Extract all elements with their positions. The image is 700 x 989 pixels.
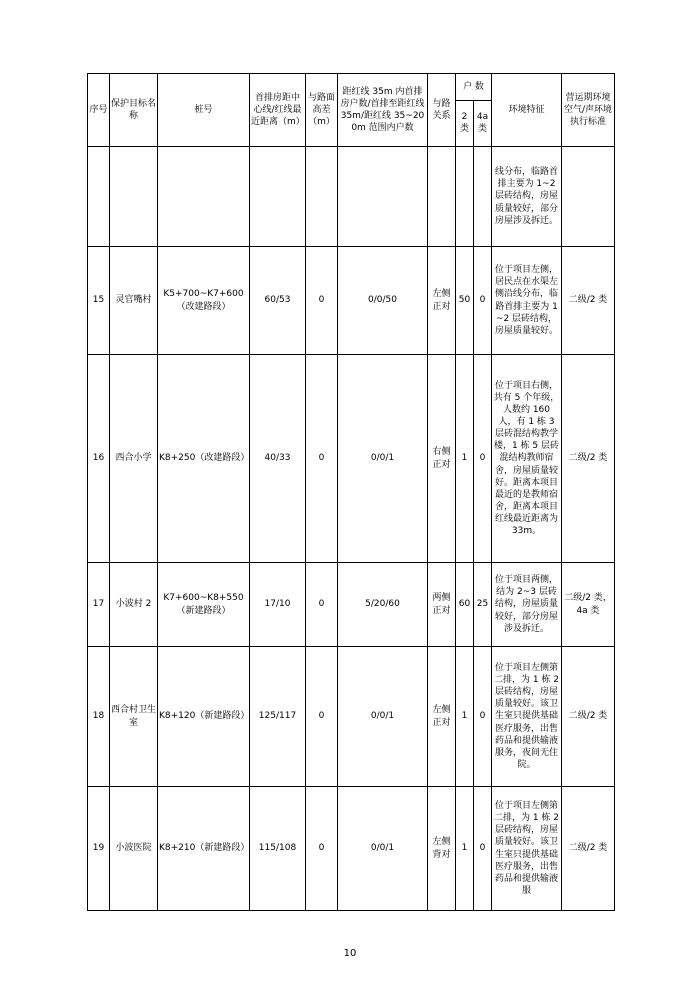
cell-households-2: 60 (456, 563, 474, 647)
cell-households-2: 50 (456, 247, 474, 355)
cell-height-diff: 0 (306, 247, 338, 355)
cell-stake: K8+210（新建路段） (158, 787, 250, 911)
cell-target-name: 小波村 2 (110, 563, 158, 647)
cell-road-relation (428, 147, 456, 247)
cell-target-name: 小波医院 (110, 787, 158, 911)
cell-households-4a: 0 (474, 355, 492, 563)
table-row (88, 147, 615, 247)
cell-households-2: 1 (456, 647, 474, 787)
header-stake: 桩号 (158, 74, 250, 147)
cell-households-4a: 0 (474, 787, 492, 911)
cell-standard: 二级/2 类 (562, 247, 615, 355)
header-households-2: 2 类 (456, 100, 474, 146)
table-row (88, 647, 615, 787)
cell-road-relation: 左侧背对 (428, 787, 456, 911)
cell-height-diff: 0 (306, 563, 338, 647)
cell-households-4a (474, 147, 492, 247)
cell-distance: 60/53 (250, 247, 306, 355)
cell-height-diff: 0 (306, 355, 338, 563)
cell-target-name: 西合村卫生室 (110, 647, 158, 787)
cell-height-diff: 0 (306, 787, 338, 911)
cell-no: 15 (88, 247, 110, 355)
header-standard: 营运期环境空气/声环境执行标准 (562, 74, 615, 147)
table-header-row (88, 74, 615, 101)
cell-distance: 115/108 (250, 787, 306, 911)
cell-stake (158, 147, 250, 247)
cell-target-name (110, 147, 158, 247)
cell-stake: K5+700~K7+600（改建路段） (158, 247, 250, 355)
cell-stake: K8+120（新建路段） (158, 647, 250, 787)
cell-stake: K7+600~K8+550（新建路段） (158, 563, 250, 647)
header-height-diff: 与路面高差（m） (306, 74, 338, 147)
cell-stake: K8+250（改建路段） (158, 355, 250, 563)
cell-no: 16 (88, 355, 110, 563)
cell-no: 17 (88, 563, 110, 647)
protection-targets-table-wrapper (87, 73, 614, 911)
cell-distance (250, 147, 306, 247)
header-target-name: 保护目标名称 (110, 74, 158, 147)
cell-households-detail (338, 147, 428, 247)
cell-height-diff (306, 147, 338, 247)
header-no: 序号 (88, 74, 110, 147)
cell-distance: 125/117 (250, 647, 306, 787)
cell-environment-feature: 位于项目右侧，共有 5 个年级，人数约 160 人，有 1 栋 3 层砖混结构教学楼，1 栋 5 层砖混结构教师宿舍，房屋质量较好。距离本项目最近的是教师宿舍，距离本项目红线最近距离为 33m。 (492, 355, 562, 563)
cell-distance: 40/33 (250, 355, 306, 563)
cell-target-name: 西合小学 (110, 355, 158, 563)
cell-standard: 二级/2 类 (562, 355, 615, 563)
table-row (88, 563, 615, 647)
header-households-4a: 4a 类 (474, 100, 492, 146)
cell-standard (562, 147, 615, 247)
cell-standard: 二级/2 类 (562, 787, 615, 911)
cell-standard: 二级/2 类 (562, 647, 615, 787)
cell-road-relation: 左侧正对 (428, 247, 456, 355)
cell-target-name: 灵官嘴村 (110, 247, 158, 355)
cell-standard: 二级/2 类，4a 类 (562, 563, 615, 647)
header-households-group: 户 数 (456, 74, 492, 101)
cell-no (88, 147, 110, 247)
cell-environment-feature: 位于项目左侧第二排，为 1 栋 2 层砖结构，房屋质量较好。该卫生室只提供基础医疗服务，出售药品和提供输液服务，夜间无住院。 (492, 647, 562, 787)
cell-households-detail: 0/0/1 (338, 647, 428, 787)
table-row (88, 787, 615, 911)
cell-households-4a: 0 (474, 247, 492, 355)
header-environment-feature: 环境特征 (492, 74, 562, 147)
page-number: 10 (343, 948, 357, 959)
header-households-detail: 距红线 35m 内首排房户数/首排至距红线 35m/距红线 35~200m 范围内户数 (338, 74, 428, 147)
cell-road-relation: 两侧正对 (428, 563, 456, 647)
cell-environment-feature: 位于项目左侧，居民点在水渠左侧沿线分布，临路首排主要为 1~2 层砖结构，房屋质量较好。 (492, 247, 562, 355)
cell-environment-feature: 线分布，临路首排主要为 1~2 层砖结构，房屋质量较好，部分房屋涉及拆迁。 (492, 147, 562, 247)
cell-distance: 17/10 (250, 563, 306, 647)
cell-environment-feature: 位于项目两侧，结为 2~3 层砖结构，房屋质量较好，部分房屋涉及拆迁。 (492, 563, 562, 647)
cell-households-detail: 0/0/1 (338, 355, 428, 563)
cell-no: 18 (88, 647, 110, 787)
cell-height-diff: 0 (306, 647, 338, 787)
cell-road-relation: 右侧正对 (428, 355, 456, 563)
table-row (88, 355, 615, 563)
cell-no: 19 (88, 787, 110, 911)
table-row (88, 247, 615, 355)
cell-households-2: 1 (456, 355, 474, 563)
cell-households-2 (456, 147, 474, 247)
cell-road-relation: 左侧正对 (428, 647, 456, 787)
cell-households-detail: 5/20/60 (338, 563, 428, 647)
cell-households-4a: 0 (474, 647, 492, 787)
cell-households-detail: 0/0/1 (338, 787, 428, 911)
cell-environment-feature: 位于项目左侧第二排，为 1 栋 2 层砖结构，房屋质量较好。该卫生室只提供基础医疗服务，出售药品和提供输液服 (492, 787, 562, 911)
cell-households-4a: 25 (474, 563, 492, 647)
cell-households-2: 1 (456, 787, 474, 911)
cell-households-detail: 0/0/50 (338, 247, 428, 355)
header-distance: 首排房距中心线/红线最近距离（m） (250, 74, 306, 147)
protection-targets-table (87, 73, 615, 911)
header-road-relation: 与路关系 (428, 74, 456, 147)
